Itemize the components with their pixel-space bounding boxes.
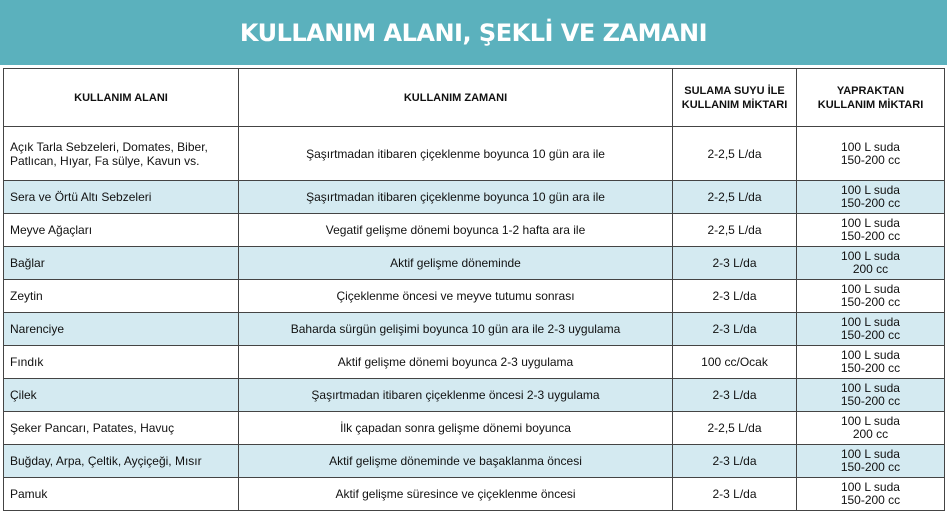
cell-time: Aktif gelişme dönemi boyunca 2-3 uygulama bbox=[239, 346, 673, 379]
cell-area: Açık Tarla Sebzeleri, Domates, Biber, Patlıcan, Hıyar, Fa sülye, Kavun vs. bbox=[4, 127, 239, 181]
cell-time: Aktif gelişme döneminde ve başaklanma öncesi bbox=[239, 445, 673, 478]
header-row bbox=[4, 69, 945, 127]
cell-foliar-line1: 100 L suda bbox=[841, 447, 900, 461]
cell-time: Aktif gelişme süresince ve çiçeklenme öncesi bbox=[239, 478, 673, 511]
cell-irrigation: 2-2,5 L/da bbox=[673, 181, 797, 214]
cell-foliar-line1: 100 L suda bbox=[841, 216, 900, 230]
cell-time: Şaşırtmadan itibaren çiçeklenme boyunca 10 gün ara ile bbox=[239, 181, 673, 214]
cell-time: Çiçeklenme öncesi ve meyve tutumu sonrası bbox=[239, 280, 673, 313]
cell-irrigation: 2-3 L/da bbox=[673, 445, 797, 478]
table-row bbox=[4, 181, 945, 214]
cell-irrigation: 2-3 L/da bbox=[673, 379, 797, 412]
title-banner bbox=[0, 0, 947, 65]
cell-time: Şaşırtmadan itibaren çiçeklenme öncesi 2-3 uygulama bbox=[239, 379, 673, 412]
table-row bbox=[4, 247, 945, 280]
cell-foliar-line1: 100 L suda bbox=[841, 315, 900, 329]
cell-irrigation: 2-2,5 L/da bbox=[673, 412, 797, 445]
table-row bbox=[4, 280, 945, 313]
header-foliar bbox=[797, 69, 945, 127]
cell-irrigation: 2-3 L/da bbox=[673, 313, 797, 346]
header-irrigation bbox=[673, 69, 797, 127]
cell-irrigation: 2-2,5 L/da bbox=[673, 214, 797, 247]
cell-foliar bbox=[797, 412, 945, 445]
cell-time: Aktif gelişme döneminde bbox=[239, 247, 673, 280]
cell-foliar bbox=[797, 379, 945, 412]
header-irrigation-line1: SULAMA SUYU İLE bbox=[684, 84, 785, 97]
table-row bbox=[4, 346, 945, 379]
cell-foliar bbox=[797, 478, 945, 511]
cell-area: Buğday, Arpa, Çeltik, Ayçiçeği, Mısır bbox=[4, 445, 239, 478]
table-row bbox=[4, 313, 945, 346]
cell-foliar-line1: 100 L suda bbox=[841, 139, 900, 154]
cell-area: Fındık bbox=[4, 346, 239, 379]
cell-area: Meyve Ağaçları bbox=[4, 214, 239, 247]
cell-foliar-line1: 100 L suda bbox=[841, 183, 900, 197]
cell-foliar-line1: 100 L suda bbox=[841, 381, 900, 395]
cell-foliar bbox=[797, 445, 945, 478]
cell-foliar-line1: 100 L suda bbox=[841, 480, 900, 494]
cell-time: Vegatif gelişme dönemi boyunca 1-2 hafta ara ile bbox=[239, 214, 673, 247]
cell-area: Çilek bbox=[4, 379, 239, 412]
cell-foliar bbox=[797, 313, 945, 346]
cell-foliar-line2: 150-200 cc bbox=[840, 328, 901, 342]
header-time: KULLANIM ZAMANI bbox=[239, 69, 673, 127]
header-area: KULLANIM ALANI bbox=[4, 69, 239, 127]
cell-time: Baharda sürgün gelişimi boyunca 10 gün ara ile 2-3 uygulama bbox=[239, 313, 673, 346]
cell-irrigation: 2-2,5 L/da bbox=[673, 127, 797, 181]
cell-foliar-line2: 150-200 cc bbox=[840, 152, 901, 167]
cell-foliar-line2: 200 cc bbox=[852, 262, 889, 276]
table-row bbox=[4, 127, 945, 181]
cell-time: İlk çapadan sonra gelişme dönemi boyunca bbox=[239, 412, 673, 445]
cell-irrigation: 2-3 L/da bbox=[673, 478, 797, 511]
cell-area: Pamuk bbox=[4, 478, 239, 511]
cell-irrigation: 2-3 L/da bbox=[673, 280, 797, 313]
cell-area: Narenciye bbox=[4, 313, 239, 346]
cell-foliar-line1: 100 L suda bbox=[841, 249, 900, 263]
cell-foliar bbox=[797, 247, 945, 280]
cell-foliar bbox=[797, 214, 945, 247]
cell-area: Şeker Pancarı, Patates, Havuç bbox=[4, 412, 239, 445]
cell-foliar bbox=[797, 280, 945, 313]
cell-foliar-line1: 100 L suda bbox=[841, 348, 900, 362]
cell-area: Zeytin bbox=[4, 280, 239, 313]
table-row bbox=[4, 478, 945, 511]
cell-irrigation: 100 cc/Ocak bbox=[673, 346, 797, 379]
cell-foliar bbox=[797, 127, 945, 181]
table-row bbox=[4, 379, 945, 412]
table-row bbox=[4, 445, 945, 478]
cell-irrigation: 2-3 L/da bbox=[673, 247, 797, 280]
cell-foliar-line2: 150-200 cc bbox=[840, 361, 901, 375]
cell-foliar-line2: 150-200 cc bbox=[840, 229, 901, 243]
cell-foliar-line1: 100 L suda bbox=[841, 414, 900, 428]
cell-foliar bbox=[797, 346, 945, 379]
header-irrigation-line2: KULLANIM MİKTARI bbox=[681, 98, 788, 111]
cell-foliar-line2: 150-200 cc bbox=[840, 394, 901, 408]
cell-foliar-line2: 150-200 cc bbox=[840, 196, 901, 210]
cell-foliar-line2: 200 cc bbox=[852, 427, 889, 441]
header-foliar-line1: YAPRAKTAN bbox=[836, 84, 905, 97]
cell-foliar-line2: 150-200 cc bbox=[840, 460, 901, 474]
cell-foliar-line2: 150-200 cc bbox=[840, 493, 901, 507]
cell-area: Sera ve Örtü Altı Sebzeleri bbox=[4, 181, 239, 214]
cell-foliar bbox=[797, 181, 945, 214]
cell-time: Şaşırtmadan itibaren çiçeklenme boyunca 10 gün ara ile bbox=[239, 127, 673, 181]
table-row bbox=[4, 214, 945, 247]
cell-area: Bağlar bbox=[4, 247, 239, 280]
cell-foliar-line1: 100 L suda bbox=[841, 282, 900, 296]
cell-foliar-line2: 150-200 cc bbox=[840, 295, 901, 309]
table-row bbox=[4, 412, 945, 445]
header-foliar-line2: KULLANIM MİKTARI bbox=[817, 98, 924, 111]
usage-table bbox=[3, 68, 945, 511]
page-title: KULLANIM ALANI, ŞEKLİ VE ZAMANI bbox=[239, 18, 708, 47]
